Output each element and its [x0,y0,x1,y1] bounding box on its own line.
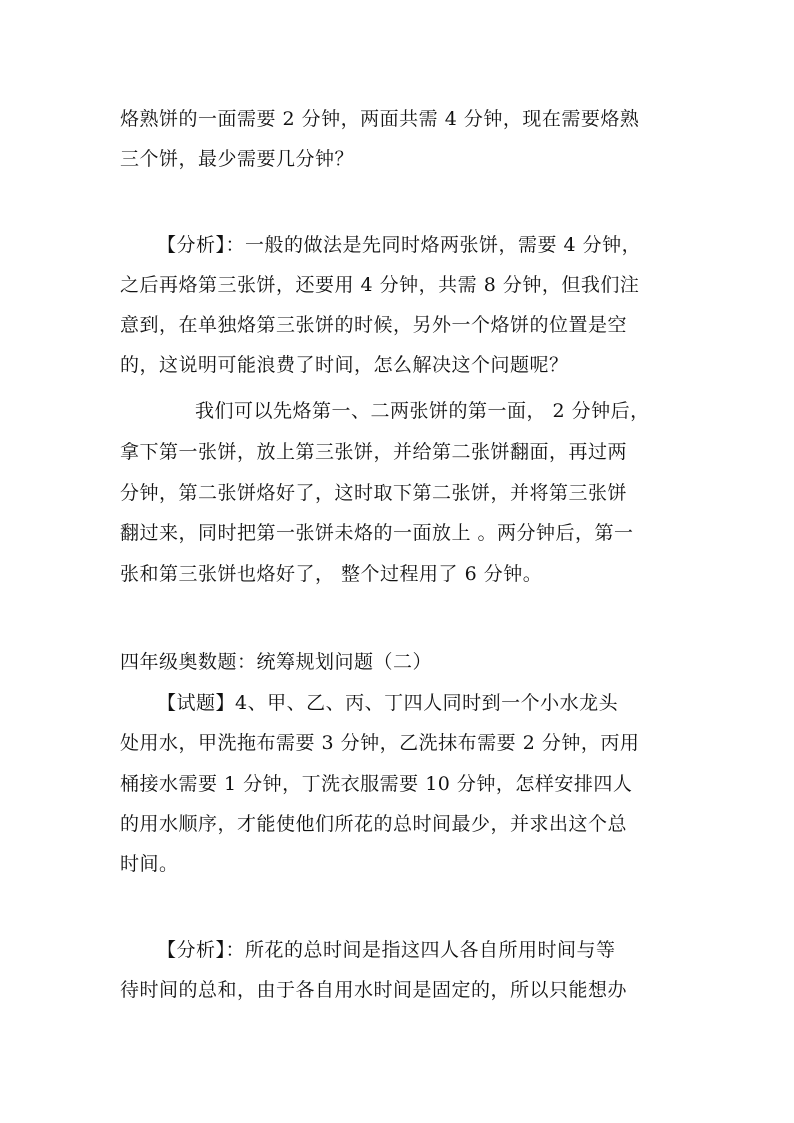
section-heading: 四年级奥数题：统筹规划问题（二） [120,651,433,673]
text-line: 处用水，甲洗拖布需要 3 分钟，乙洗抹布需要 2 分钟，丙用 [120,732,640,754]
text-line: 之后再烙第三张饼，还要用 4 分钟，共需 8 分钟，但我们注 [120,274,640,296]
text-line: 的，这说明可能浪费了时间，怎么解决这个问题呢？ [120,354,569,376]
text-line: 翻过来，同时把第一张饼未烙的一面放上 。两分钟后，第一 [120,522,634,544]
text-line: 拿下第一张饼，放上第三张饼，并给第二张饼翻面，再过两 [120,441,628,463]
text-line: 【分析】：一般的做法是先同时烙两张饼，需要 4 分钟， [157,234,642,256]
text-line: 三个饼，最少需要几分钟？ [120,148,355,170]
text-line: 意到，在单独烙第三张饼的时候，另外一个烙饼的位置是空 [120,314,628,336]
text-line: 时间。 [120,853,179,875]
text-line: 的用水顺序，才能使他们所花的总时间最少，并求出这个总 [120,813,628,835]
text-line: 张和第三张饼也烙好了， 整个过程用了 6 分钟。 [120,563,543,585]
text-line: 我们可以先烙第一、二两张饼的第一面， 2 分钟后， [195,400,650,422]
text-line: 【试题】4、甲、乙、丙、丁四人同时到一个小水龙头 [157,692,619,714]
text-line: 分钟，第二张饼烙好了，这时取下第二张饼，并将第三张饼 [120,482,628,504]
text-line: 烙熟饼的一面需要 2 分钟，两面共需 4 分钟，现在需要烙熟 [120,108,640,130]
text-line: 【分析】：所花的总时间是指这四人各自所用时间与等 [157,939,616,961]
text-line: 待时间的总和，由于各自用水时间是固定的，所以只能想办 [120,979,628,1001]
text-line: 桶接水需要 1 分钟，丁洗衣服需要 10 分钟，怎样安排四人 [120,773,633,795]
